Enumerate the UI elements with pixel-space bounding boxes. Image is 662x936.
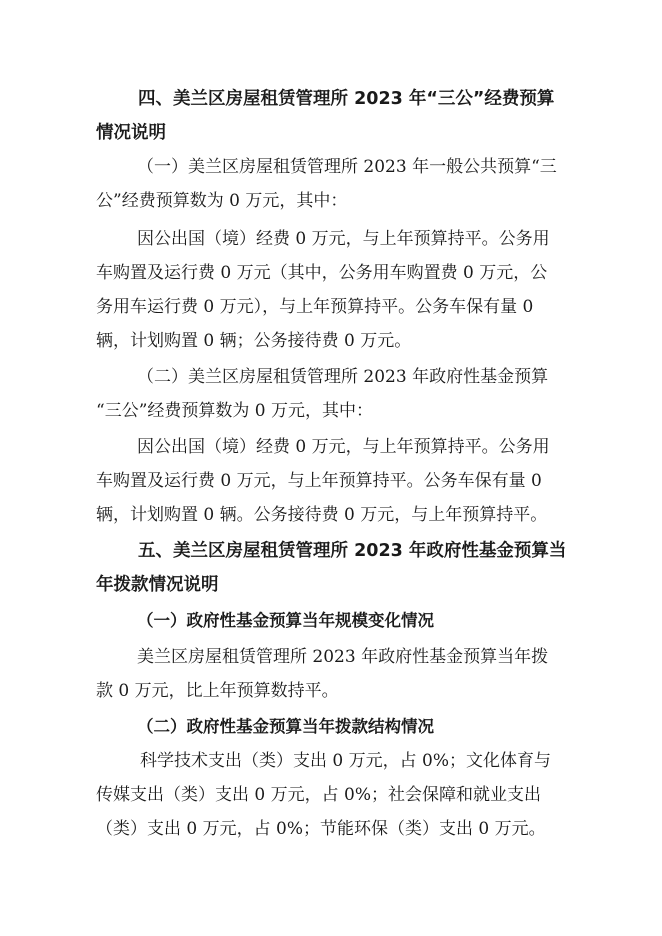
subsection-1-title: （一）政府性基金预算当年规模变化情况	[137, 611, 434, 630]
part-2-intro-line-2: “三公”经费预算数为 0 万元，其中：	[96, 401, 374, 421]
subsection-1-line-2: 款 0 万元，比上年预算数持平。	[96, 681, 339, 701]
subsection-2-line-1: 科学技术支出（类）支出 0 万元，占 0%；文化体育与	[140, 751, 551, 771]
part-1-detail-line-1: 因公出国（境）经费 0 万元，与上年预算持平。公务用	[137, 229, 550, 249]
section-4-heading-line-2: 情况说明	[96, 123, 166, 143]
subsection-1-line-1: 美兰区房屋租赁管理所 2023 年政府性基金预算当年拨	[137, 647, 549, 667]
part-1-detail-line-4: 辆，计划购置 0 辆；公务接待费 0 万元。	[96, 331, 412, 351]
part-1-intro-line-1: （一）美兰区房屋租赁管理所 2023 年一般公共预算“三	[137, 157, 557, 177]
section-5-heading-line-1: 五、美兰区房屋租赁管理所 2023 年政府性基金预算当	[138, 541, 567, 561]
section-4-heading-line-1: 四、美兰区房屋租赁管理所 2023 年“三公”经费预算	[138, 89, 555, 109]
subsection-2-title: （二）政府性基金预算当年拨款结构情况	[137, 717, 434, 736]
part-1-detail-line-3: 务用车运行费 0 万元），与上年预算持平。公务车保有量 0	[96, 297, 534, 317]
subsection-2-line-2: 传媒支出（类）支出 0 万元，占 0%；社会保障和就业支出	[96, 785, 541, 805]
part-2-intro-line-1: （二）美兰区房屋租赁管理所 2023 年政府性基金预算	[137, 367, 549, 387]
part-1-detail-line-2: 车购置及运行费 0 万元（其中，公务用车购置费 0 万元，公	[96, 263, 548, 283]
part-2-detail-line-1: 因公出国（境）经费 0 万元，与上年预算持平。公务用	[137, 437, 550, 457]
part-1-intro-line-2: 公”经费预算数为 0 万元，其中：	[96, 191, 348, 211]
section-5-heading-line-2: 年拨款情况说明	[96, 575, 219, 595]
part-2-detail-line-3: 辆，计划购置 0 辆。公务接待费 0 万元，与上年预算持平。	[96, 505, 548, 525]
part-2-detail-line-2: 车购置及运行费 0 万元，与上年预算持平。公务车保有量 0	[96, 471, 542, 491]
subsection-2-line-3: （类）支出 0 万元，占 0%；节能环保（类）支出 0 万元。	[96, 819, 546, 839]
